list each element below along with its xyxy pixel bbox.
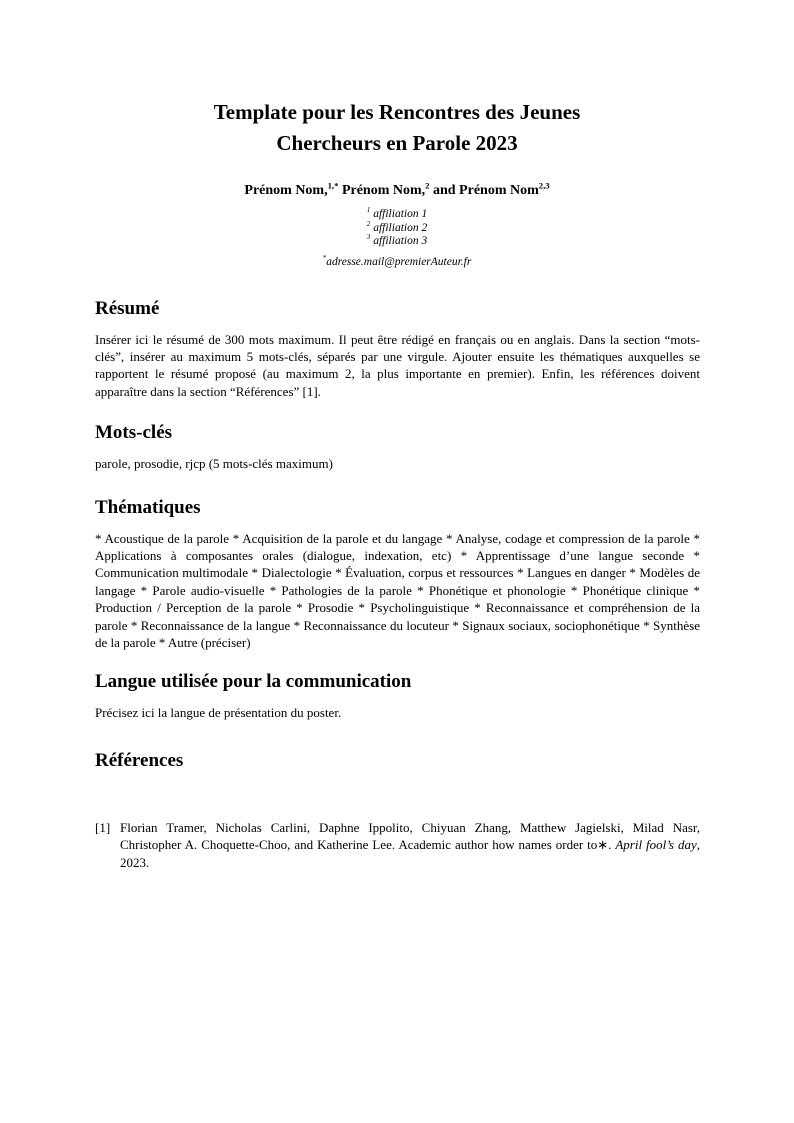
author-1-superscript: 1,* xyxy=(327,180,339,191)
section-heading-resume: Résumé xyxy=(95,297,160,319)
author-2-name: Prénom Nom, xyxy=(338,183,426,198)
affiliation-1-marker: 1 xyxy=(366,206,371,215)
affiliation-3-text: affiliation 3 xyxy=(370,235,428,247)
author-2-superscript: 2 xyxy=(425,180,430,191)
affiliation-2 xyxy=(0,219,794,236)
affiliation-1-text: affiliation 1 xyxy=(370,208,428,220)
langue-paragraph: Précisez ici la langue de présentation du poster. xyxy=(95,705,342,721)
reference-item xyxy=(95,819,700,871)
author-3-name: and Prénom Nom xyxy=(429,183,539,198)
reference-text xyxy=(120,819,700,871)
section-heading-langue: Langue utilisée pour la communication xyxy=(95,671,412,693)
affiliation-2-text: affiliation 2 xyxy=(370,221,428,234)
reference-venue: April fool’s day xyxy=(615,837,697,853)
affiliations-block xyxy=(0,208,794,249)
paper-title-line1: Template pour les Rencontres des Jeunes xyxy=(213,100,581,124)
section-heading-thematiques: Thématiques xyxy=(95,496,201,518)
affiliation-2-marker: 2 xyxy=(366,219,371,228)
section-heading-motscles: Mots-clés xyxy=(95,422,173,444)
paper-title-line2: Chercheurs en Parole 2023 xyxy=(276,131,518,155)
reference-year: , 2023. xyxy=(120,837,700,870)
author-3-superscript: 2,3 xyxy=(538,180,550,191)
keywords-line: parole, prosodie, rjcp (5 mots-clés maximum) xyxy=(95,456,333,472)
author-1-name: Prénom Nom, xyxy=(244,183,328,198)
contact-email-marker: * xyxy=(322,253,327,262)
contact-email xyxy=(0,253,794,269)
affiliation-1 xyxy=(0,208,794,222)
reference-list xyxy=(95,819,700,871)
thematiques-paragraph: * Acoustique de la parole * Acquisition de la parole et du langage * Analyse, codage et compression de la parole * Applications à composantes orales (dialogue, indexation, etc) * Apprentissage d’une langue seconde * Communication multimodale * Dialectologie * Évaluation, corpus et ressources * Langues en danger * Modèles de langage * Parole audio-visuelle * Pathologies de la parole * Phonétique et phonologie * Phonétique clinique * Production / Perception de la parole * Prosodie * Psycholinguistique * Reconnaissance et compréhension de la parole * Reconnaissance de la langue * Reconnaissance du locuteur * Signaux sociaux, sociophonétique * Synthèse de la parole * Autre (préciser) xyxy=(95,530,700,650)
contact-email-text: adresse.mail@premierAuteur.fr xyxy=(326,255,472,268)
paper-title xyxy=(0,0,794,159)
section-heading-references: Références xyxy=(95,749,184,771)
reference-authors-title: Florian Tramer, Nicholas Carlini, Daphne Ippolito, Chiyuan Zhang, Matthew Jagielski, Milad Nasr, Christopher A. Choquette-Choo, and Katherine Lee. Academic author how names order to∗. xyxy=(120,819,700,853)
text-column xyxy=(95,298,700,872)
affiliation-3-marker: 3 xyxy=(366,233,371,242)
author-3 xyxy=(429,180,550,198)
author-2 xyxy=(338,180,430,198)
reference-label: [1] xyxy=(95,819,111,835)
author-1 xyxy=(244,180,339,198)
resume-paragraph: Insérer ici le résumé de 300 mots maximum. Il peut être rédigé en français ou en anglais. Dans la section “mots-clés”, insérer au maximum 5 mots-clés, séparés par une virgule. Ajouter ensuite les thématiques auxquelles se rapportent le résumé proposé (au maximum 2, la plus importante en premier). Enfin, les références doivent apparaître dans la section “Références” [1]. xyxy=(95,331,700,399)
authors-line xyxy=(0,182,794,199)
affiliation-3 xyxy=(0,235,794,249)
